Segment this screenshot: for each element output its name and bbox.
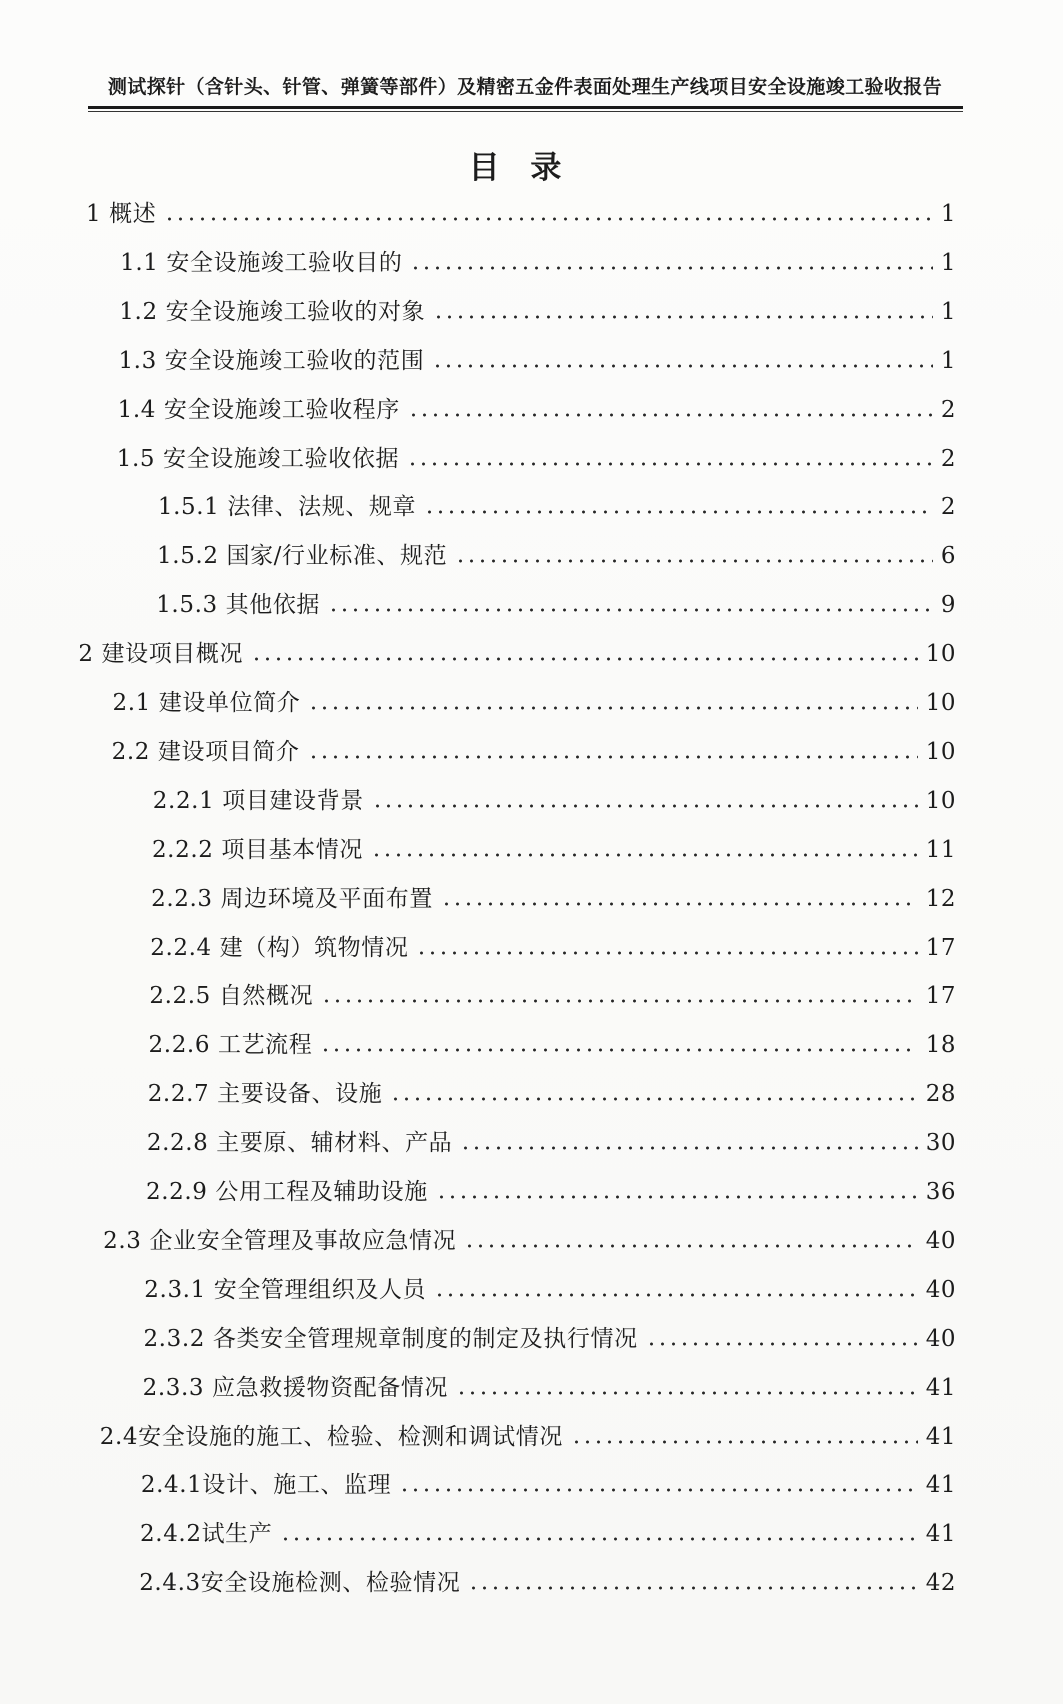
- toc-dot-leader: [410, 265, 932, 271]
- toc-entry-page-number: 40: [925, 1325, 956, 1352]
- toc-entry-page-number: 41: [925, 1374, 956, 1401]
- toc-dot-leader: [646, 1341, 918, 1347]
- toc-dot-leader: [372, 803, 918, 809]
- toc-dot-leader: [424, 509, 933, 515]
- toc-entry-page-number: 1: [940, 201, 956, 227]
- page-title: 目 录: [468, 150, 572, 186]
- toc-entry: [117, 443, 956, 475]
- toc-entry-page-number: 10: [925, 787, 956, 814]
- toc-dot-leader: [280, 1536, 917, 1542]
- toc-dot-leader: [251, 656, 918, 662]
- toc-entry: [112, 736, 956, 768]
- toc-entry: [151, 883, 956, 915]
- toc-entry-page-number: 36: [925, 1179, 956, 1205]
- toc-entry-page-number: 10: [925, 641, 956, 668]
- toc-entry-title: 2.2.3 周边环境及平面布置: [151, 885, 433, 912]
- toc-entry-title: 1.5.1 法律、法规、规章: [157, 494, 417, 521]
- toc-entry: [144, 1274, 956, 1306]
- toc-dot-leader: [464, 1243, 917, 1249]
- toc-dot-leader: [441, 901, 918, 907]
- toc-entry-page-number: 41: [925, 1521, 956, 1548]
- running-header: 测试探针（含针头、针管、弹簧等部件）及精密五金件表面处理生产线项目安全设施竣工验收报告: [107, 76, 943, 98]
- toc-dot-leader: [308, 754, 918, 760]
- toc-entry-page-number: 41: [925, 1472, 956, 1499]
- toc-entry: [100, 1421, 956, 1453]
- toc-entry-title: 2.2.9 公用工程及辅助设施: [146, 1179, 428, 1205]
- toc-entry-title: 2.4.2试生产: [140, 1521, 273, 1548]
- toc-entry-title: 2.2.7 主要设备、设施: [147, 1081, 383, 1108]
- toc-dot-leader: [460, 1145, 917, 1151]
- toc-entry-page-number: 9: [940, 592, 956, 619]
- toc-entry: [156, 589, 956, 621]
- toc-dot-leader: [571, 1439, 918, 1445]
- toc-entry-title: 2 建设项目概况: [78, 641, 244, 668]
- toc-entry: [120, 247, 956, 279]
- toc-entry-page-number: 2: [940, 494, 956, 521]
- toc-dot-leader: [320, 1047, 917, 1053]
- toc-entry-page-number: 6: [940, 543, 956, 570]
- toc-entry: [147, 1127, 956, 1159]
- toc-entry-title: 1.5 安全设施竣工验收依据: [116, 445, 400, 472]
- toc-entry-title: 2.2.1 项目建设背景: [152, 787, 364, 814]
- toc-dot-leader: [408, 412, 933, 418]
- toc-entry: [146, 1176, 956, 1208]
- toc-dot-leader: [433, 314, 933, 320]
- toc-entry-page-number: 2: [940, 396, 956, 423]
- toc-entry: [149, 980, 956, 1012]
- toc-dot-leader: [321, 998, 917, 1004]
- toc-entry-page-number: 30: [925, 1130, 956, 1157]
- toc-dot-leader: [328, 607, 933, 613]
- toc-entry: [140, 1518, 956, 1550]
- toc-entry-page-number: 2: [940, 445, 956, 472]
- toc-entry-title: 2.1 建设单位简介: [112, 690, 301, 716]
- toc-entry-title: 1.2 安全设施竣工验收的对象: [119, 298, 426, 325]
- toc-entry-title: 2.2 建设项目简介: [111, 738, 300, 765]
- toc-entry-title: 1.4 安全设施竣工验收程序: [117, 396, 400, 423]
- toc-dot-leader: [416, 950, 917, 956]
- toc-entry: [148, 1078, 956, 1110]
- toc-entry-page-number: 41: [925, 1423, 956, 1450]
- toc-entry-page-number: 1: [940, 249, 956, 276]
- toc-entry-page-number: 12: [925, 885, 956, 912]
- toc-entry: [113, 687, 957, 719]
- toc-dot-leader: [434, 1292, 918, 1298]
- toc-entry: [141, 1469, 956, 1501]
- toc-entry-title: 2.3.2 各类安全管理规章制度的制定及执行情况: [143, 1325, 638, 1352]
- toc-entry-title: 1.1 安全设施竣工验收目的: [120, 249, 403, 276]
- toc-entry-page-number: 40: [925, 1227, 956, 1254]
- toc-dot-leader: [468, 1585, 917, 1591]
- toc-entry-page-number: 18: [925, 1032, 956, 1059]
- toc-entry: [118, 394, 956, 426]
- toc-dot-leader: [371, 852, 918, 858]
- toc-entry: [103, 1225, 956, 1257]
- toc-dot-leader: [164, 216, 933, 222]
- toc-entry-title: 2.3 企业安全管理及事故应急情况: [103, 1227, 457, 1254]
- toc-entry-title: 1 概述: [86, 201, 157, 227]
- toc-entry-title: 1.5.3 其他依据: [156, 592, 321, 619]
- toc-entry-page-number: 17: [925, 983, 956, 1010]
- toc-entry-page-number: 10: [925, 738, 956, 765]
- toc-entry: [78, 638, 956, 670]
- toc-entry-title: 2.3.3 应急救援物资配备情况: [142, 1374, 449, 1401]
- toc-entry-page-number: 40: [925, 1276, 956, 1303]
- toc-entry-page-number: 17: [925, 934, 956, 961]
- toc-entry: [86, 198, 956, 230]
- toc-entry: [150, 932, 956, 964]
- toc-entry: [152, 834, 956, 866]
- toc-entry-title: 2.4.1设计、施工、监理: [140, 1472, 392, 1499]
- toc-entry-title: 2.2.4 建（构）筑物情况: [150, 934, 409, 961]
- toc-dot-leader: [390, 1096, 917, 1102]
- toc-dot-leader: [432, 363, 933, 369]
- toc-entry-title: 2.2.5 自然概况: [149, 983, 314, 1010]
- toc-entry: [139, 1567, 956, 1599]
- toc-entry: [153, 785, 956, 817]
- toc-entry-title: 1.3 安全设施竣工验收的范围: [118, 347, 425, 374]
- toc-entry-title: 2.3.1 安全管理组织及人员: [144, 1276, 427, 1303]
- toc-dot-leader: [455, 558, 933, 564]
- toc-dot-leader: [399, 1487, 917, 1493]
- toc-entry: [118, 345, 956, 377]
- toc-dot-leader: [436, 1194, 918, 1200]
- toc-entry: [143, 1323, 956, 1355]
- toc-entry-page-number: 28: [925, 1081, 956, 1108]
- toc-entry: [158, 491, 956, 523]
- toc-entry-page-number: 42: [925, 1570, 956, 1597]
- toc-entry-page-number: 10: [925, 690, 956, 716]
- toc-entry-title: 2.2.8 主要原、辅材料、产品: [146, 1130, 453, 1157]
- toc-entry: [157, 540, 956, 572]
- toc-entry-title: 2.2.6 工艺流程: [148, 1032, 313, 1059]
- toc-entry-page-number: 11: [925, 836, 956, 863]
- toc-entry: [119, 296, 956, 328]
- toc-entry-title: 2.2.2 项目基本情况: [151, 836, 363, 863]
- toc-entry: [149, 1029, 956, 1061]
- toc-dot-leader: [308, 705, 917, 711]
- toc-dot-leader: [407, 461, 933, 467]
- toc-entry-page-number: 1: [940, 347, 956, 374]
- toc-dot-leader: [456, 1390, 918, 1396]
- toc-entry-title: 2.4安全设施的施工、检验、检测和调试情况: [99, 1423, 563, 1450]
- toc-entry-title: 2.4.3安全设施检测、检验情况: [139, 1570, 461, 1597]
- toc-entry: [143, 1372, 956, 1404]
- toc-entry-title: 1.5.2 国家/行业标准、规范: [157, 543, 448, 570]
- toc-entry-page-number: 1: [940, 298, 956, 325]
